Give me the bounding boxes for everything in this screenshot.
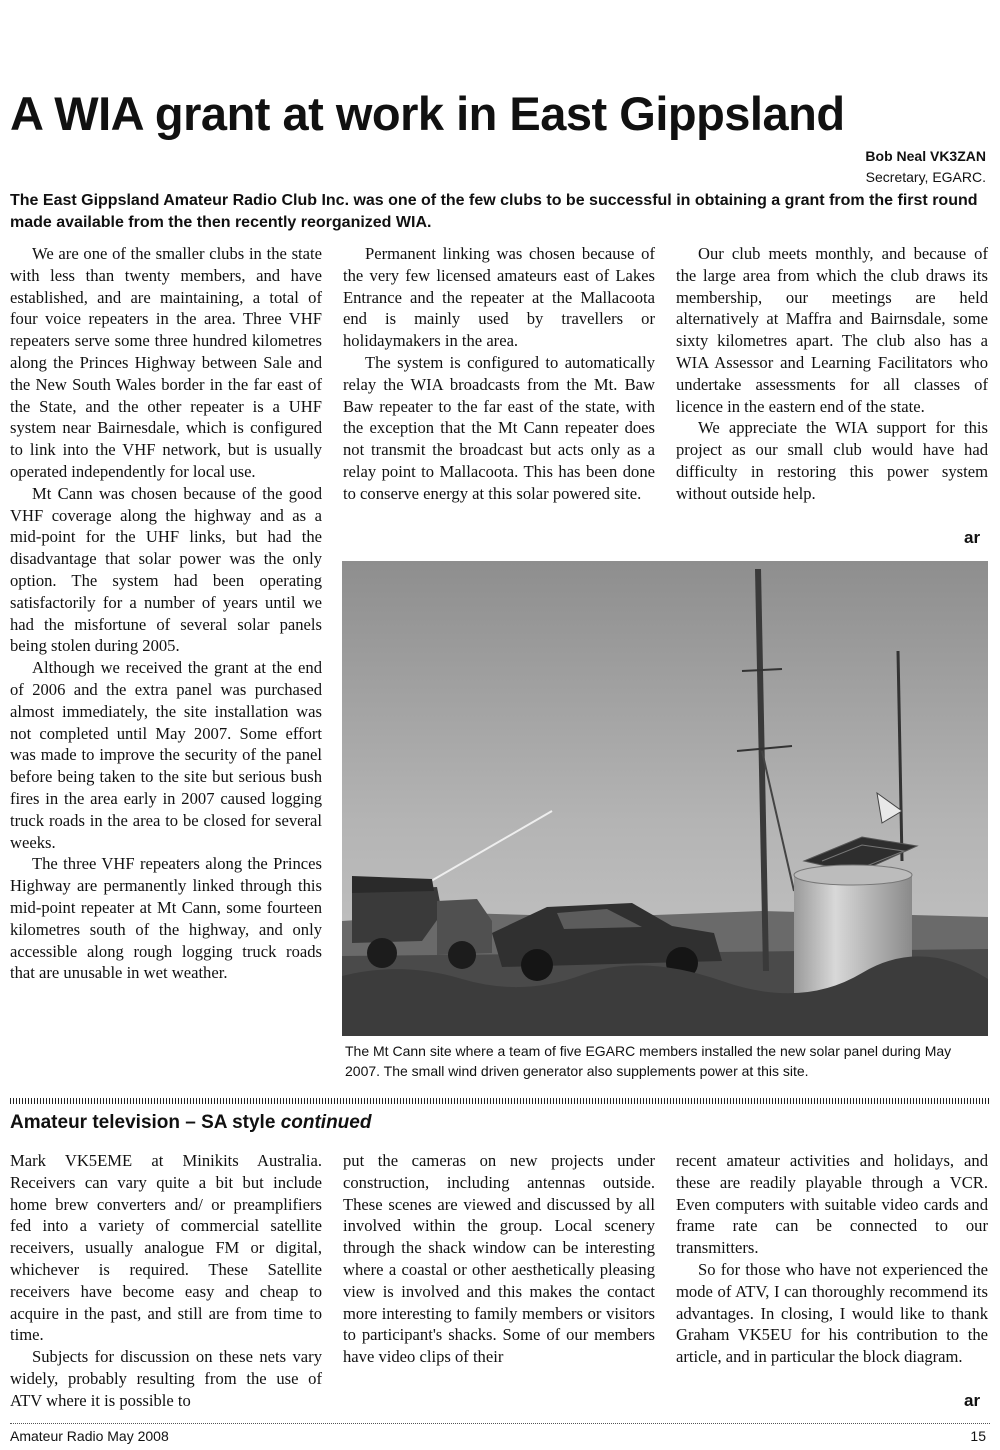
paragraph: Although we received the grant at the end of 2006 and the extra panel was purchased almost immediately, the site installation was not completed until May 2007. Some effort was made to improve the security of the panel before being taken to the site but serious bush fires in the area early in 2007 caused logging truck roads in the area to be closed for several weeks. bbox=[10, 658, 322, 852]
continued-column-3 bbox=[676, 1150, 988, 1368]
footer-publication: Amateur Radio May 2008 bbox=[10, 1428, 169, 1444]
page-number: 15 bbox=[970, 1428, 986, 1444]
paragraph: put the cameras on new projects under construction, including antennas outside. These scenes are viewed and discussed by all involved within the group. Local scenery through the shack window can be interesting where a coastal or other aesthetically pleasing view is involved and this makes the contact more interesting to family members or visitors to participant's shacks. Some of our members have video clips of their bbox=[343, 1151, 655, 1367]
photo-caption: The Mt Cann site where a team of five EGARC members installed the new solar panel during May 2007. The small wind driven generator also supplements power at this site. bbox=[345, 1043, 952, 1079]
paragraph: The system is configured to automatically relay the WIA broadcasts from the Mt. Baw Baw repeater to the far east of the state, with the exception that the Mt Cann repeater does not transmit the broadcast but acts only as a relay point to Mallacoota. This has been done to conserve energy at this solar powered site. bbox=[343, 352, 655, 503]
continued-column-2 bbox=[343, 1150, 655, 1368]
paragraph: We are one of the smaller clubs in the state with less than twenty members, and have established, and are maintaining, a total of four voice repeaters in the area. Three VHF repeaters serve some three hundred kilometres along the Princes Highway between Sale and the New South Wales border in the far east of the State, and the other repeater is a UHF system near Bairnesdale, which is configured to link into the VHF network, but is usually operated independently for local use. bbox=[10, 244, 322, 481]
paragraph: The three VHF repeaters along the Princes Highway are permanently linked through this mid-point repeater at Mt Cann, some fourteen kilometres south of the highway, and only accessible along rough logging truck roads that are unusable in wet weather. bbox=[10, 854, 322, 983]
paragraph: recent amateur activities and holidays, and these are readily playable through a VCR. Even computers with suitable video cards and frame rate can be connected to our transmitters. bbox=[676, 1151, 988, 1258]
paragraph: Permanent linking was chosen because of the very few licensed amateurs east of Lakes Entrance and the repeater at the Mallacoota end is mainly used by travellers or holidaymakers in the area. bbox=[343, 244, 655, 351]
article-column-2 bbox=[343, 243, 655, 505]
article-lead: The East Gippsland Amateur Radio Club Inc. was one of the few clubs to be successful in obtaining a grant from the first round made available from the then recently reorganized WIA. bbox=[10, 192, 978, 231]
continued-end-mark: ar bbox=[964, 1391, 981, 1410]
continued-label: continued bbox=[280, 1112, 372, 1133]
continued-column-1 bbox=[10, 1150, 322, 1412]
continued-heading bbox=[10, 1112, 371, 1134]
article-end-mark: ar bbox=[964, 528, 981, 547]
article-column-1 bbox=[10, 243, 322, 984]
article-title: A WIA grant at work in East Gippsland bbox=[10, 87, 845, 140]
paragraph: Mark VK5EME at Minikits Australia. Receivers can vary quite a bit but include home brew converters and/ or preamplifiers fed into a variety of commercial satellite receivers, usually analogue FM or digital, whichever is required. These Satellite receivers have become easy and cheap to acquire in the past, and still are from time to time. bbox=[10, 1151, 322, 1345]
paragraph: Mt Cann was chosen because of the good VHF coverage along the highway and as a mid-point for the UHF links, but had the disadvantage that solar power was the only option. The system had been operating satisfactorily for a number of years until we had the misfortune of several solar panels being stolen during 2005. bbox=[10, 483, 322, 656]
paragraph: So for those who have not experienced the mode of ATV, I can thoroughly recommend its advantages. In closing, I would like to thank Graham VK5EU for his contribution to the article, and in particular the block diagram. bbox=[676, 1259, 988, 1367]
article-column-3 bbox=[676, 243, 988, 505]
author-name: Bob Neal VK3ZAN bbox=[865, 148, 986, 164]
author-role: Secretary, EGARC. bbox=[865, 169, 986, 185]
site-photo bbox=[342, 561, 988, 1036]
continued-heading-text: Amateur television – SA style bbox=[10, 1112, 276, 1133]
paragraph: Subjects for discussion on these nets vary widely, probably resulting from the use of ATV where it is possible to bbox=[10, 1347, 322, 1410]
byline bbox=[865, 146, 986, 188]
footer-rule bbox=[10, 1423, 990, 1425]
paragraph: Our club meets monthly, and because of the large area from which the club draws its membership, our meetings are held alternatively at Maffra and Bairnsdale, some sixty kilometres apart. The club also has a WIA Assessor and Learning Facilitators who undertake assessments for all classes of licence in the eastern end of the state. bbox=[676, 244, 988, 416]
section-divider bbox=[10, 1098, 990, 1104]
paragraph: We appreciate the WIA support for this project as our small club would have had difficulty in restoring this power system without outside help. bbox=[676, 418, 988, 503]
